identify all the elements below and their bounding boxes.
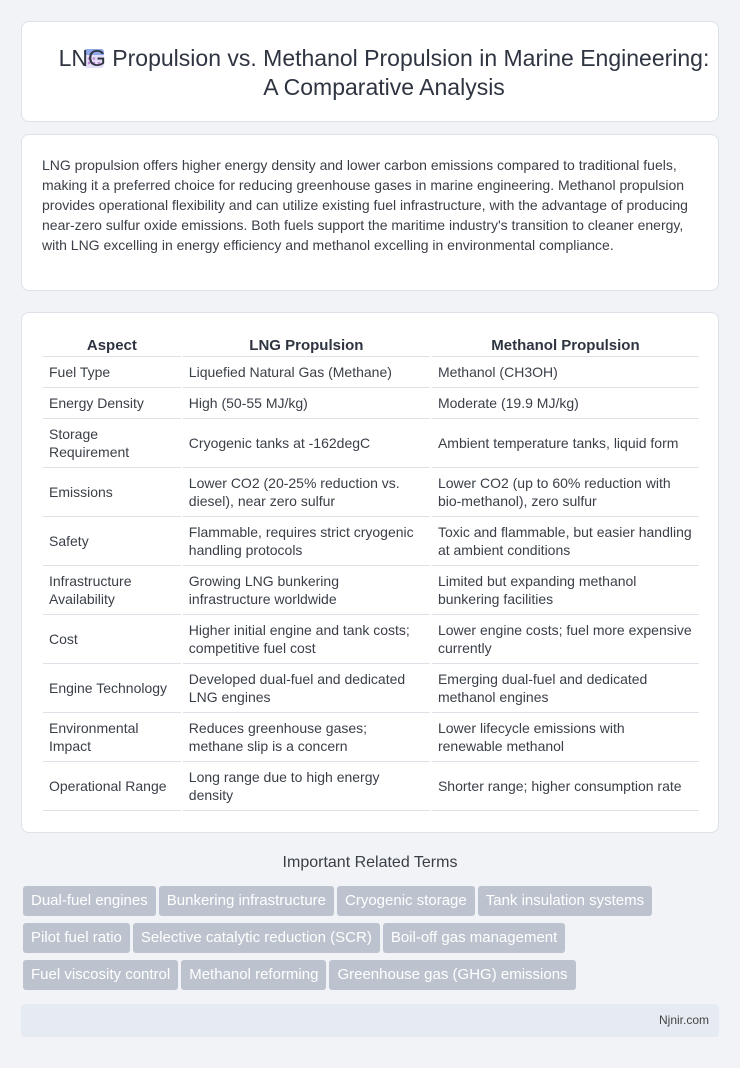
term-tag[interactable]: Bunkering infrastructure [159,886,334,916]
cell-aspect: Safety [43,517,181,566]
cell-lng: Reduces greenhouse gases; methane slip is a concern [183,713,430,762]
cell-lng: Liquefied Natural Gas (Methane) [183,357,430,388]
table-row [43,468,699,517]
table-header-row [43,331,699,357]
cell-aspect: Emissions [43,468,181,517]
term-tag[interactable]: Methanol reforming [181,960,326,990]
table-row [43,664,699,713]
cell-lng: High (50-55 MJ/kg) [183,388,430,419]
table-row [43,517,699,566]
cell-aspect: Energy Density [43,388,181,419]
cell-lng: Flammable, requires strict cryogenic handling protocols [183,517,430,566]
cell-methanol: Toxic and flammable, but easier handling at ambient conditions [432,517,699,566]
related-terms-list [23,886,723,997]
table-row [43,566,699,615]
intro-text: LNG propulsion offers higher energy density and lower carbon emissions compared to traditional fuels, making it a preferred choice for reducing greenhouse gases in marine engineering. Methanol propulsion provides operational flexibility and can utilize existing fuel infrastructure, with the advantage of producing near-zero sulfur oxide emissions. Both fuels support the maritime industry's transition to cleaner energy, with LNG excelling in energy efficiency and methanol excelling in environmental compliance. [42,157,688,253]
table-row [43,419,699,468]
cell-aspect: Operational Range [43,762,181,811]
term-tag[interactable]: Fuel viscosity control [23,960,178,990]
table-row [43,713,699,762]
term-tag[interactable]: Greenhouse gas (GHG) emissions [329,960,575,990]
cell-lng: Long range due to high energy density [183,762,430,811]
cell-methanol: Moderate (19.9 MJ/kg) [432,388,699,419]
page-title: LNG Propulsion vs. Methanol Propulsion in Marine Engineering: A Comparative Analysis [58,45,710,100]
cell-methanol: Lower lifecycle emissions with renewable methanol [432,713,699,762]
table-row [43,388,699,419]
comparison-table [41,331,701,811]
intro-card [21,134,719,291]
cell-methanol: Methanol (CH3OH) [432,357,699,388]
cell-methanol: Shorter range; higher consumption rate [432,762,699,811]
cell-methanol: Lower engine costs; fuel more expensive currently [432,615,699,664]
table-row [43,615,699,664]
cell-aspect: Fuel Type [43,357,181,388]
comparison-card [21,312,719,833]
cell-aspect: Storage Requirement [43,419,181,468]
cell-lng: Higher initial engine and tank costs; competitive fuel cost [183,615,430,664]
footer-site-link[interactable]: Njnir.com [658,1013,709,1027]
table-row [43,357,699,388]
header-lng: LNG Propulsion [183,331,430,357]
term-tag[interactable]: Selective catalytic reduction (SCR) [133,923,380,953]
cell-methanol: Limited but expanding methanol bunkering facilities [432,566,699,615]
cell-methanol: Emerging dual-fuel and dedicated methanol engines [432,664,699,713]
term-tag[interactable]: Pilot fuel ratio [23,923,130,953]
cell-aspect: Engine Technology [43,664,181,713]
cell-lng: Cryogenic tanks at -162degC [183,419,430,468]
cell-methanol: Lower CO2 (up to 60% reduction with bio-methanol), zero sulfur [432,468,699,517]
cell-lng: Developed dual-fuel and dedicated LNG engines [183,664,430,713]
term-tag[interactable]: Tank insulation systems [478,886,652,916]
term-tag[interactable]: Dual-fuel engines [23,886,156,916]
cell-lng: Growing LNG bunkering infrastructure worldwide [183,566,430,615]
term-tag[interactable]: Boil-off gas management [383,923,566,953]
header-aspect: Aspect [43,331,181,357]
title-card [21,21,719,122]
cell-methanol: Ambient temperature tanks, liquid form [432,419,699,468]
header-methanol: Methanol Propulsion [432,331,699,357]
related-terms-title: Important Related Terms [282,854,458,871]
cell-aspect: Cost [43,615,181,664]
footer [21,1004,719,1037]
table-row [43,762,699,811]
cell-aspect: Environmental Impact [43,713,181,762]
cell-lng: Lower CO2 (20-25% reduction vs. diesel), near zero sulfur [183,468,430,517]
cell-aspect: Infrastructure Availability [43,566,181,615]
term-tag[interactable]: Cryogenic storage [337,886,475,916]
